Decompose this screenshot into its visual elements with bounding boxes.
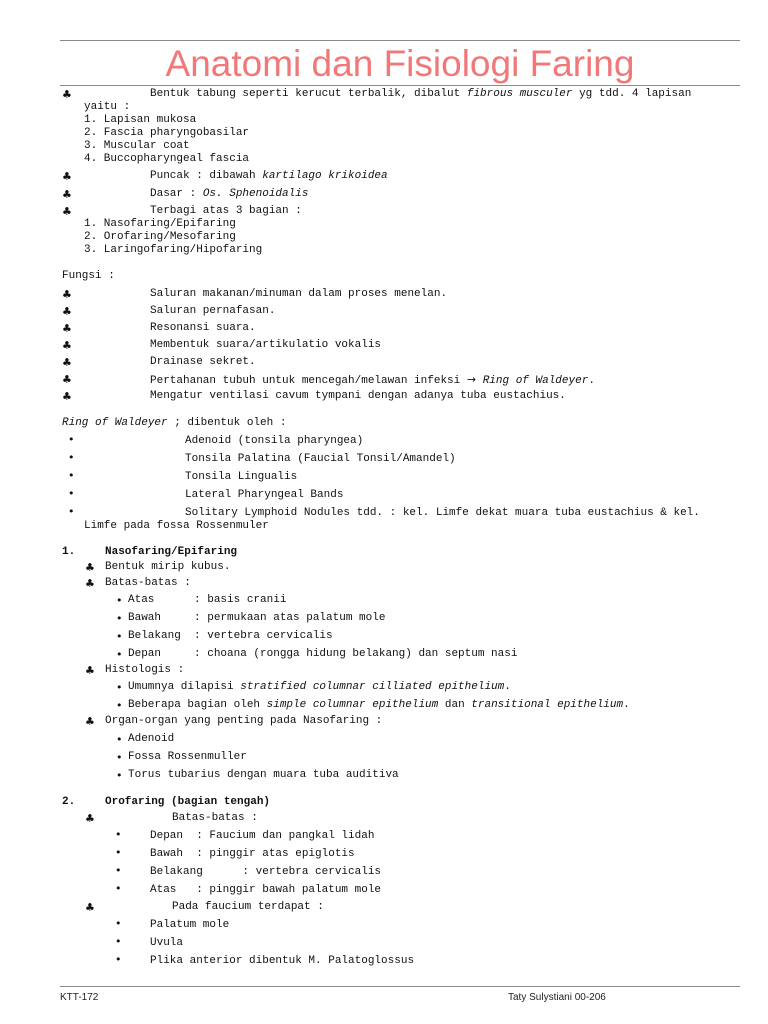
oro-batas: Batas-batas : [172, 812, 258, 824]
round-bullet-icon: • [115, 917, 122, 930]
club-bullet-icon: ♣ [62, 339, 72, 352]
round-bullet-icon: • [115, 953, 122, 966]
round-bullet-icon: • [115, 935, 122, 948]
organ-item: Adenoid [128, 733, 175, 745]
round-bullet-icon: • [115, 882, 122, 895]
organ-item: Torus tubarius dengan muara tuba auditiva [128, 769, 399, 781]
intro-line-2: yaitu : [84, 101, 131, 113]
footer-rule [60, 986, 740, 987]
part-item: 1. Nasofaring/Epifaring [84, 218, 236, 230]
faucium-item: Plika anterior dibentuk M. Palatoglossus [150, 955, 415, 967]
round-bullet-icon: • [116, 733, 123, 746]
fungsi-item: Saluran makanan/minuman dalam proses menelan. [150, 288, 448, 300]
club-bullet-icon: ♣ [62, 205, 72, 218]
section-heading: Nasofaring/Epifaring [105, 546, 238, 558]
oro-batas-item: Depan : Faucium dan pangkal lidah [150, 830, 375, 842]
naso-organ: Organ-organ yang penting pada Nasofaring : [105, 715, 383, 727]
round-bullet-icon: • [116, 751, 123, 764]
batas-item: Depan : choana (rongga hidung belakang) dan septum nasi [128, 648, 518, 660]
round-bullet-icon: • [115, 828, 122, 841]
histo-item: Beberapa bagian oleh simple columnar epithelium dan transitional epithelium. [128, 699, 630, 711]
batas-item: Atas : basis cranii [128, 594, 287, 606]
fungsi-item: Drainase sekret. [150, 356, 256, 368]
round-bullet-icon: • [68, 487, 75, 500]
oro-faucium: Pada faucium terdapat : [172, 901, 324, 913]
club-bullet-icon: ♣ [85, 715, 95, 728]
waldeyer-item-cont: Limfe pada fossa Rossenmuler [84, 520, 269, 532]
waldeyer-item: Lateral Pharyngeal Bands [185, 489, 344, 501]
faucium-item: Palatum mole [150, 919, 230, 931]
part-item: 2. Orofaring/Mesofaring [84, 231, 236, 243]
fungsi-item: Resonansi suara. [150, 322, 256, 334]
club-bullet-icon: ♣ [62, 390, 72, 403]
batas-item: Bawah : permukaan atas palatum mole [128, 612, 386, 624]
layer-item: 4. Buccopharyngeal fascia [84, 153, 250, 165]
round-bullet-icon: • [115, 864, 122, 877]
title-rule [60, 85, 740, 86]
fungsi-item: Mengatur ventilasi cavum tympani dengan adanya tuba eustachius. [150, 390, 566, 402]
round-bullet-icon: • [116, 769, 123, 782]
oro-batas-item: Atas : pinggir bawah palatum mole [150, 884, 382, 896]
round-bullet-icon: • [116, 648, 123, 661]
naso-bentuk: Bentuk mirip kubus. [105, 561, 231, 573]
round-bullet-icon: • [68, 451, 75, 464]
faucium-item: Uvula [150, 937, 184, 949]
waldeyer-item: Tonsila Lingualis [185, 471, 298, 483]
dasar-line: Dasar : Os. Sphenoidalis [150, 188, 309, 200]
oro-batas-item: Bawah : pinggir atas epiglotis [150, 848, 355, 860]
club-bullet-icon: ♣ [85, 577, 95, 590]
club-bullet-icon: ♣ [85, 561, 95, 574]
round-bullet-icon: • [116, 594, 123, 607]
footer-right: Taty Sulystiani 00-206 [508, 992, 606, 1003]
round-bullet-icon: • [116, 699, 123, 712]
layer-item: 1. Lapisan mukosa [84, 114, 197, 126]
part-item: 3. Laringofaring/Hipofaring [84, 244, 263, 256]
fungsi-item: Pertahanan tubuh untuk mencegah/melawan infeksi → Ring of Waldeyer. [150, 373, 595, 387]
club-bullet-icon: ♣ [62, 170, 72, 183]
waldeyer-heading: Ring of Waldeyer ; dibentuk oleh : [62, 417, 287, 429]
section-number: 2. [62, 796, 76, 808]
club-bullet-icon: ♣ [85, 901, 95, 914]
waldeyer-item: Solitary Lymphoid Nodules tdd. : kel. Limfe dekat muara tuba eustachius & kel. [185, 507, 700, 519]
naso-histologis: Histologis : [105, 664, 185, 676]
batas-item: Belakang : vertebra cervicalis [128, 630, 333, 642]
footer-left: KTT-172 [60, 992, 99, 1003]
section-number: 1. [62, 546, 76, 558]
arrow-right-icon: → [466, 373, 477, 386]
club-bullet-icon: ♣ [62, 88, 72, 101]
layer-item: 2. Fascia pharyngobasilar [84, 127, 250, 139]
fungsi-item: Membentuk suara/artikulatio vokalis [150, 339, 382, 351]
organ-item: Fossa Rossenmuller [128, 751, 247, 763]
round-bullet-icon: • [116, 612, 123, 625]
club-bullet-icon: ♣ [62, 305, 72, 318]
intro-line-1: Bentuk tabung seperti kerucut terbalik, dibalut fibrous musculer yg tdd. 4 lapisan [150, 88, 692, 100]
round-bullet-icon: • [68, 505, 75, 518]
oro-batas-item: Belakang : vertebra cervicalis [150, 866, 382, 878]
club-bullet-icon: ♣ [62, 322, 72, 335]
waldeyer-item: Tonsila Palatina (Faucial Tonsil/Amandel) [185, 453, 456, 465]
club-bullet-icon: ♣ [62, 373, 72, 386]
club-bullet-icon: ♣ [62, 288, 72, 301]
fungsi-heading: Fungsi : [62, 270, 115, 282]
top-rule [60, 40, 740, 41]
round-bullet-icon: • [68, 469, 75, 482]
terbagi-line: Terbagi atas 3 bagian : [150, 205, 302, 217]
section-heading: Orofaring (bagian tengah) [105, 796, 271, 808]
club-bullet-icon: ♣ [62, 188, 72, 201]
puncak-line: Puncak : dibawah kartilago krikoidea [150, 170, 388, 182]
club-bullet-icon: ♣ [85, 812, 95, 825]
round-bullet-icon: • [115, 846, 122, 859]
page-title: Anatomi dan Fisiologi Faring [165, 43, 635, 84]
fungsi-item: Saluran pernafasan. [150, 305, 276, 317]
round-bullet-icon: • [116, 681, 123, 694]
histo-item: Umumnya dilapisi stratified columnar cilliated epithelium. [128, 681, 511, 693]
layer-item: 3. Muscular coat [84, 140, 190, 152]
round-bullet-icon: • [68, 433, 75, 446]
round-bullet-icon: • [116, 630, 123, 643]
waldeyer-item: Adenoid (tonsila pharyngea) [185, 435, 364, 447]
club-bullet-icon: ♣ [62, 356, 72, 369]
naso-batas: Batas-batas : [105, 577, 191, 589]
club-bullet-icon: ♣ [85, 664, 95, 677]
